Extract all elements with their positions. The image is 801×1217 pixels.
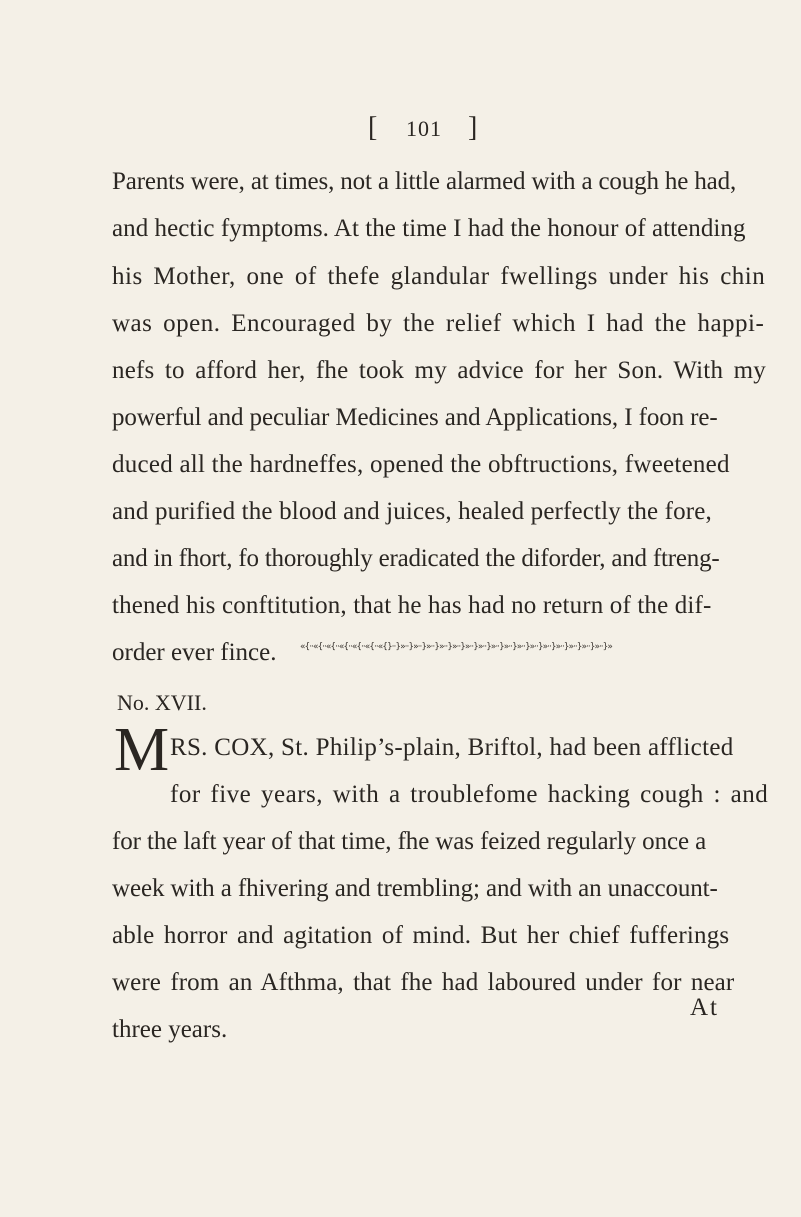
drop-cap: M bbox=[114, 716, 170, 784]
section-line: for the laft year of that time, fhe was feized regularly once a bbox=[112, 828, 707, 855]
body-line: nefs to afford her, fhe took my advice for her Son. With my bbox=[112, 357, 766, 384]
body-line: thened his conftitution, that he has had no return of the dif- bbox=[112, 592, 712, 619]
section-title: No. XVII. bbox=[117, 690, 207, 715]
section-line: for five years, with a troublefome hacking cough : and bbox=[170, 781, 769, 808]
bracket-left: [ bbox=[368, 112, 378, 143]
section-line: were from an Afthma, that fhe had laboured under for near bbox=[112, 969, 735, 996]
bracket-right: ] bbox=[468, 112, 478, 143]
section-line: RS. COX, St. Philip’s-plain, Briftol, had been afflicted bbox=[170, 734, 734, 761]
body-line: order ever fince. bbox=[112, 639, 277, 666]
body-line: was open. Encouraged by the relief which I had the happi- bbox=[112, 310, 765, 337]
body-line: and purified the blood and juices, healed perfectly the fore, bbox=[112, 498, 712, 525]
body-line: powerful and peculiar Medicines and Applications, I foon re- bbox=[112, 404, 718, 431]
catchword: At bbox=[690, 994, 719, 1021]
body-line: his Mother, one of thefe glandular fwellings under his chin bbox=[112, 263, 766, 290]
body-line: and hectic fymptoms. At the time I had the honour of attending bbox=[112, 215, 746, 242]
section-line: week with a fhivering and trembling; and with an unaccount- bbox=[112, 875, 718, 902]
body-line: duced all the hardneffes, opened the obftructions, fweetened bbox=[112, 451, 730, 478]
body-line: Parents were, at times, not a little alarmed with a cough he had, bbox=[112, 168, 737, 195]
ornamental-divider: «{··«{··«{··«{··«{··«{··«{}··}»··}»··}»··}»··}»··}»··}»··}»··}»··}»··}»··}»··}»··}»··}»··}»··}» bbox=[300, 642, 612, 652]
body-line: and in fhort, fo thoroughly eradicated the diforder, and ftreng- bbox=[112, 545, 720, 572]
section-line: three years. bbox=[112, 1016, 228, 1043]
page-number: 101 bbox=[406, 116, 442, 141]
section-line: able horror and agitation of mind. But her chief fufferings bbox=[112, 922, 730, 949]
